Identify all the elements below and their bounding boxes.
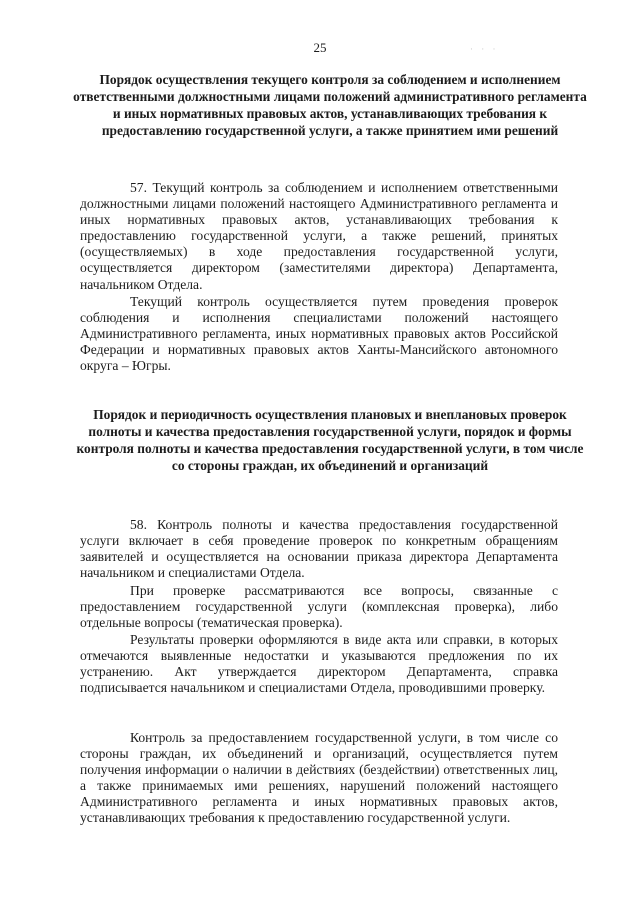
paragraph-58-results: Результаты проверки оформляются в виде акта или справки, в которых отмечаются выявленные недостатки и указываются предложения по их устранению. Акт утверждается директором Департамента, справка подписывается начальником и специалистами Отдела, проводившими проверку. bbox=[80, 632, 558, 696]
paragraph-58-scope: При проверке рассматриваются все вопросы, связанные с предоставлением государственной услуги (комплексная проверка), либо отдельные вопросы (тематическая проверка). bbox=[80, 583, 558, 631]
paragraph-58-public-control: Контроль за предоставлением государственной услуги, в том числе со стороны граждан, их объединений и организаций, осуществляется путем получения информации о наличии в действиях (бездействии) ответственных лиц, а также принимаемых ими решениях, нарушений положений настоящего Административного регламента и иных нормативных правовых актов, устанавливающих требования к предоставлению государственной услуги. bbox=[80, 730, 558, 826]
section-heading-inspections: Порядок и периодичность осуществления плановых и внеплановых проверок полноты и качества предоставления государственной услуги, порядок и формы контроля полноты и качества предоставления государственной услуги, в том числе со стороны граждан, их объединений и организаций bbox=[76, 407, 584, 473]
paragraph-57: 57. Текущий контроль за соблюдением и исполнением ответственными должностными лицами положений настоящего Административного регламента и иных нормативных правовых актов, устанавливающих требования к предоставлению государственной услуги, а также решений, принятых (осуществляемых) в ходе предоставления государственной услуги, осуществляется директором (заместителями директора) Департамента, начальником Отдела. bbox=[80, 180, 558, 292]
scan-artifact: · · · bbox=[470, 44, 499, 54]
page-number: 25 bbox=[313, 40, 327, 55]
paragraph-57-control-method: Текущий контроль осуществляется путем проведения проверок соблюдения и исполнения специалистами положений настоящего Административного регламента, иных нормативных правовых актов Российской Федерации и нормативных правовых актов Ханты-Мансийского автономного округа – Югры. bbox=[80, 294, 558, 374]
paragraph-58: 58. Контроль полноты и качества предоставления государственной услуги включает в себя проведение проверок по конкретным обращениям заявителей и осуществляется на основании приказа директора Департамента начальником и специалистами Отдела. bbox=[80, 517, 558, 581]
section-heading-current-control: Порядок осуществления текущего контроля за соблюдением и исполнением ответственными должностными лицами положений административного регламента и иных нормативных правовых актов, устанавливающих требования к предоставлению государственной услуги, а также принятием ими решений bbox=[73, 72, 587, 138]
